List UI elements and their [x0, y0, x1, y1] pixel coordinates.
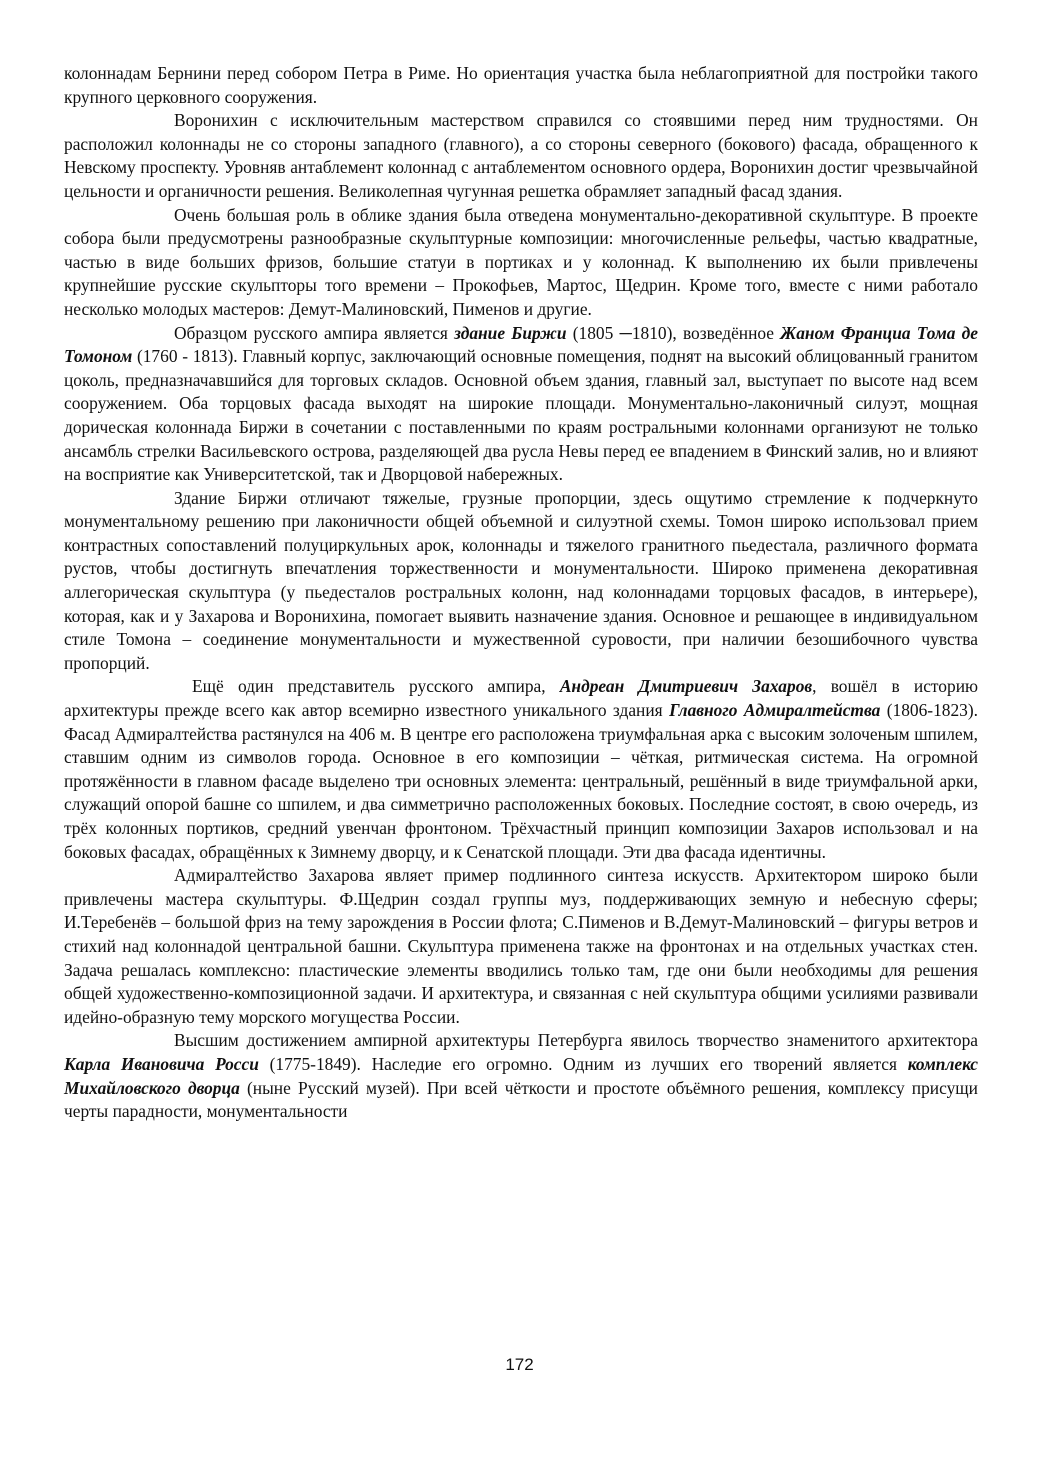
- paragraph-text: (1806-1823). Фасад Адмиралтейства растянулся на 406 м. В центре его расположена триумфальная арка с высоким золоченым шпилем, ставшим одним из символов города. Основное в его композиции – чёткая, ритмическая система. На огромной протяжённости в главном фасаде выделено три основных элемента: центральный, решённый в виде триумфальной арки, служащий опорой башне со шпилем, и два симметрично расположенных боковых. Последние состоят, в свою очередь, из трёх колонных портиков, средний увенчан фронтоном. Трёхчастный принцип композиции Захаров использовал и на боковых фасадах, обращённых к Зимнему дворцу, и к Сенатской площади. Эти два фасада идентичны.: [64, 700, 978, 862]
- paragraph-text: Образцом русского ампира является: [174, 322, 455, 343]
- paragraph-admiralty-synthesis: [64, 864, 978, 1029]
- paragraph-text: Высшим достижением ампирной архитектуры Петербурга явилось творчество знаменитого архитектора: [174, 1030, 978, 1051]
- paragraph-intro: [64, 62, 978, 109]
- paragraph-rossi: [64, 1029, 978, 1123]
- paragraph-text: Ещё один представитель русского ампира,: [192, 676, 560, 697]
- emphasized-term: Андреан Дмитриевич Захаров: [559, 676, 813, 697]
- emphasized-term: Главного Адмиралтейства: [669, 700, 881, 721]
- paragraph-text: Воронихин с исключительным мастерством справился со стоявшими перед ним трудностями. Он расположил колоннады не со стороны западного (главного), а со стороны северного (бокового) фасада, обращенного к Невскому проспекту. Уровняв антаблемент колоннад с антаблементом основного ордера, Воронихин достиг чрезвычайной цельности и органичности решения. Великолепная чугунная решетка обрамляет западный фасад здания.: [64, 110, 978, 201]
- emphasized-term: комплекс Михайловского дворца: [64, 1053, 978, 1098]
- paragraph-text: (1805 ─1810), возведённое: [566, 322, 781, 343]
- paragraph-text: (1775-1849). Наследие его огромно. Одним из лучших его творений является: [258, 1053, 908, 1074]
- paragraph-text: , вошёл в историю архитектуры прежде всего как автор всемирно известного уникального здания: [64, 676, 978, 721]
- paragraph-text: Здание Биржи отличают тяжелые, грузные пропорции, здесь ощутимо стремление к подчеркнуто монументальному решению при лаконичности общей объемной и силуэтной схемы. Томон широко использовал прием контрастных сопоставлений полуциркульных арок, колоннады и тяжелого гранитного пьедестала, различного формата рустов, чтобы достигнуть впечатления торжественности и монументальности. Широко применена декоративная аллегорическая скульптура (у пьедесталов ростральных колонн, над колоннадами торцовых фасадов, в интерьере), которая, как и у Захарова и Воронихина, помогает выявить назначение здания. Основное и решающее в индивидуальном стиле Томона – соединение монументальности и мужественной суровости, при наличии безошибочного чувства пропорций.: [64, 487, 978, 673]
- paragraph-zakharov: [64, 675, 978, 864]
- emphasized-term: Карла Ивановича Росси: [64, 1053, 259, 1074]
- page-number: 172: [505, 1355, 534, 1374]
- paragraph-text: (ныне Русский музей). При всей чёткости и простоте объёмного решения, комплексу присущи черты парадности, монументальности: [64, 1077, 978, 1122]
- paragraph-birzha-proportions: [64, 487, 978, 676]
- emphasized-term: здание Биржи: [454, 322, 567, 343]
- paragraph-text: Адмиралтейство Захарова являет пример подлинного синтеза искусств. Архитектором широко были привлечены мастера скульптуры. Ф.Щедрин создал группы муз, поддерживающих земную и небесную сферы; И.Теребенёв – большой фриз на тему зарождения в России флота; С.Пименов и В.Демут-Малиновский – фигуры ветров и стихий над колоннадой центральной башни. Скульптура применена также на фронтонах и на отдельных участках стен. Задача решалась комплексно: пластические элементы вводились только там, где они были необходимы для решения общей художественно-композиционной задачи. И архитектура, и связанная с ней скульптура общими усилиями развивали идейно-образную тему морского могущества России.: [64, 865, 978, 1027]
- paragraph-text: (1760 - 1813). Главный корпус, заключающий основные помещения, поднят на высокий облицованный гранитом цоколь, предназначавшийся для торговых складов. Основной объем здания, главный зал, выступает по высоте над всем сооружением. Оба торцовых фасада выходят на широкие площади. Монументально-лаконичный силуэт, мощная дорическая колоннада Биржи в сочетании с поставленными по краям ростральными колоннами организуют не только ансамбль стрелки Васильевского острова, разделяющей два русла Невы перед ее впадением в Финский залив, но и влияют на восприятие как Университетской, так и Дворцовой набережных.: [64, 346, 978, 485]
- paragraph-text: Очень большая роль в облике здания была отведена монументально-декоративной скульптуре. В проекте собора были предусмотрены разнообразные скульптурные композиции: многочисленные рельефы, частью квадратные, частью в виде больших фризов, большие статуи в портиках и у колоннад. К выполнению их были привлечены крупнейшие русские скульпторы того времени – Прокофьев, Мартос, Щедрин. Кроме того, вместе с ними работало несколько молодых мастеров: Демут-Малиновский, Пименов и другие.: [64, 204, 978, 319]
- document-body: [64, 62, 978, 1124]
- paragraph-sculpture: [64, 204, 978, 322]
- paragraph-text: колоннадам Бернини перед собором Петра в Риме. Но ориентация участка была неблагоприятной для постройки такого крупного церковного сооружения.: [64, 63, 978, 107]
- emphasized-term: Жаном Франциа Тома де Томоном: [64, 322, 979, 367]
- paragraph-birzha: [64, 322, 978, 487]
- paragraph-voronikhin: [64, 109, 978, 203]
